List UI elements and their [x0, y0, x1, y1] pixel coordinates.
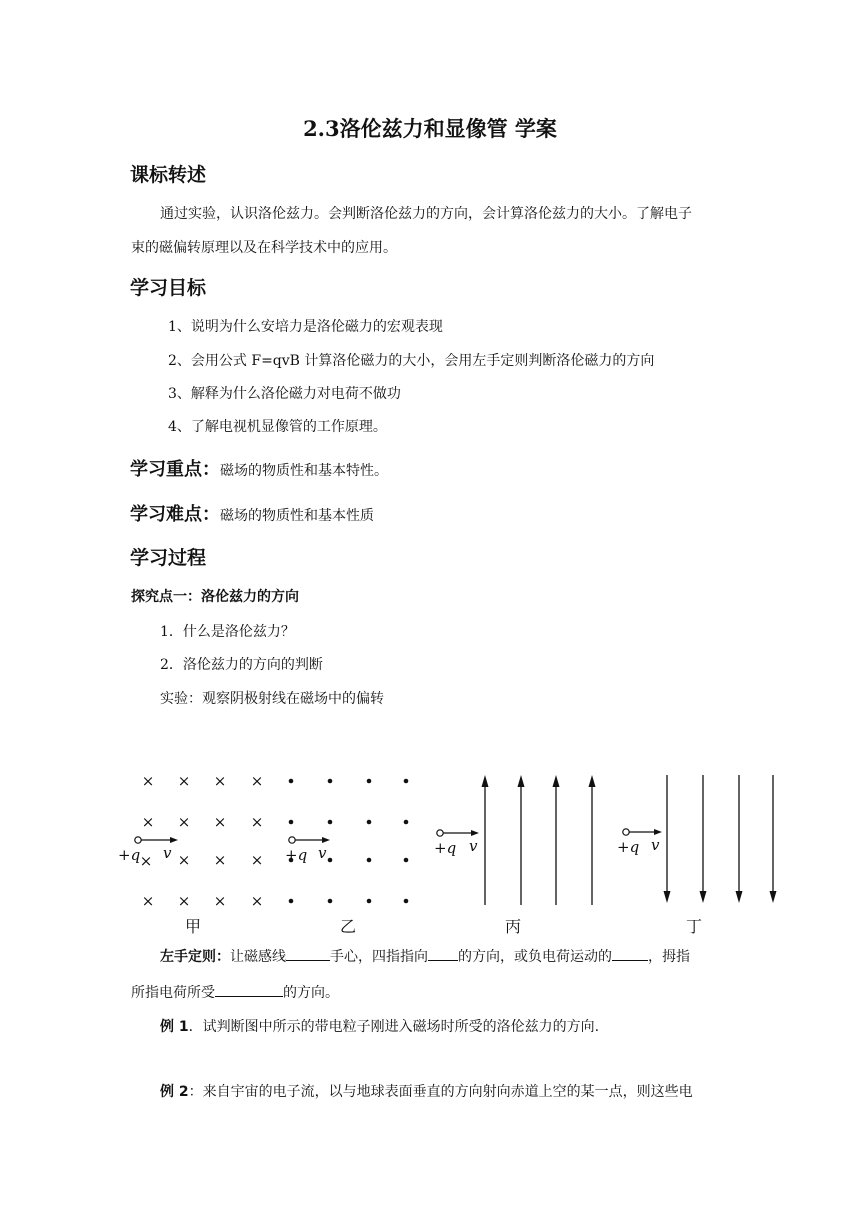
field-arrowhead-up — [553, 775, 560, 787]
rule-text: ，拇指 — [648, 949, 690, 965]
field-cross-mark: × — [213, 851, 227, 869]
charge-marker — [437, 830, 443, 836]
field-cross-mark: × — [213, 892, 227, 910]
document-title: 2.3洛伦兹力和显像管 学案 — [303, 116, 557, 141]
panel-label: 丁 — [685, 917, 703, 936]
field-arrowhead-down — [700, 891, 707, 903]
field-cross-mark: × — [141, 892, 155, 910]
charge-label: +q — [617, 838, 640, 856]
question-2: 2．洛伦兹力的方向的判断 — [160, 657, 323, 673]
explore-point-heading: 探究点一：洛伦兹力的方向 — [131, 589, 299, 605]
field-dot-mark — [404, 899, 409, 904]
velocity-arrowhead — [322, 837, 330, 843]
difficulty-text: 磁场的物质性和基本性质 — [220, 508, 374, 524]
field-dot-mark — [328, 899, 333, 904]
field-cross-mark: × — [213, 772, 227, 790]
section-heading-process: 学习过程 — [130, 547, 207, 569]
field-dot-mark — [404, 858, 409, 863]
key-point-text: 磁场的物质性和基本特性。 — [220, 463, 388, 479]
example-2-text: ：来自宇宙的电子流，以与地球表面垂直的方向射向赤道上空的某一点，则这些电 — [188, 1084, 693, 1100]
example-2 — [160, 1081, 693, 1101]
curriculum-paragraph-line1: 通过实验，认识洛伦兹力。会判断洛伦兹力的方向，会计算洛伦兹力的大小。了解电子 — [160, 206, 692, 222]
velocity-label: v — [163, 844, 172, 862]
field-dot-mark — [404, 779, 409, 784]
difficulty-label: 学习难点： — [130, 504, 220, 525]
charge-label: +q — [285, 846, 308, 864]
section-heading-objectives: 学习目标 — [130, 277, 207, 299]
field-dot-mark — [367, 899, 372, 904]
key-point-label: 学习重点： — [130, 459, 220, 480]
field-arrowhead-up — [518, 775, 525, 787]
field-cross-mark: × — [177, 772, 191, 790]
velocity-arrowhead — [654, 829, 662, 835]
velocity-label: v — [469, 837, 478, 855]
left-hand-rule-line2 — [131, 982, 339, 1002]
field-arrowhead-up — [589, 775, 596, 787]
velocity-arrowhead — [170, 837, 178, 843]
example-1-text: ．试判断图中所示的带电粒子刚进入磁场时所受的洛伦兹力的方向. — [188, 1019, 600, 1035]
field-dot-mark — [367, 779, 372, 784]
field-arrowhead-down — [770, 891, 777, 903]
charge-label: +q — [434, 839, 457, 857]
experiment-line: 实验：观察阴极射线在磁场中的偏转 — [160, 691, 384, 707]
field-arrowhead-up — [482, 775, 489, 787]
field-cross-mark: × — [213, 813, 227, 831]
question-1: 1．什么是洛伦兹力？ — [160, 624, 295, 640]
left-hand-rule-line1 — [160, 946, 690, 966]
section-heading-curriculum: 课标转述 — [130, 164, 207, 186]
panel-label: 甲 — [184, 917, 202, 936]
field-cross-mark: × — [141, 772, 155, 790]
field-dot-mark — [328, 820, 333, 825]
field-dot-mark — [404, 820, 409, 825]
field-arrowhead-down — [736, 891, 743, 903]
charge-marker — [623, 829, 629, 835]
rule-text: 让磁感线 — [230, 949, 286, 965]
objective-item: 3、解释为什么洛伦磁力对电荷不做功 — [168, 386, 401, 402]
objective-item: 2、会用公式 F=qvB 计算洛伦磁力的大小，会用左手定则判断洛伦磁力的方向 — [168, 353, 655, 369]
field-dot-mark — [328, 779, 333, 784]
answer-blank[interactable] — [215, 982, 283, 997]
answer-blank[interactable] — [612, 946, 648, 961]
charge-label: +q — [118, 846, 141, 864]
field-cross-mark: × — [177, 813, 191, 831]
example-1 — [160, 1016, 599, 1036]
objective-item: 4、了解电视机显像管的工作原理。 — [168, 419, 387, 435]
velocity-label: v — [318, 844, 327, 862]
field-dot-mark — [289, 899, 294, 904]
field-cross-mark: × — [250, 892, 264, 910]
curriculum-paragraph-line2: 束的磁偏转原理以及在科学技术中的应用。 — [131, 240, 397, 256]
field-dot-mark — [289, 820, 294, 825]
objective-item: 1、说明为什么安培力是洛伦磁力的宏观表现 — [168, 319, 443, 335]
field-cross-mark: × — [250, 851, 264, 869]
field-dot-mark — [328, 858, 333, 863]
rule-text: 的方向，或负电荷运动的 — [458, 949, 612, 965]
field-cross-mark: × — [250, 772, 264, 790]
velocity-arrowhead — [471, 830, 479, 836]
charge-marker — [289, 837, 295, 843]
rule-text: 的方向。 — [283, 985, 339, 1001]
velocity-label: v — [651, 836, 660, 854]
field-arrowhead-down — [664, 891, 671, 903]
field-cross-mark: × — [139, 852, 153, 870]
field-dot-mark — [289, 779, 294, 784]
field-cross-mark: × — [250, 813, 264, 831]
panel-label: 丙 — [504, 917, 522, 936]
field-cross-mark: × — [141, 813, 155, 831]
field-cross-mark: × — [177, 851, 191, 869]
rule-text: 手心，四指指向 — [330, 949, 428, 965]
charge-marker — [135, 837, 141, 843]
field-dot-mark — [367, 858, 372, 863]
rule-text: 所指电荷所受 — [131, 985, 215, 1001]
answer-blank[interactable] — [428, 946, 458, 961]
example-2-label: 例 2 — [160, 1084, 189, 1100]
answer-blank[interactable] — [286, 946, 330, 961]
left-hand-rule-label: 左手定则： — [160, 949, 230, 965]
field-dot-mark — [367, 820, 372, 825]
example-1-label: 例 1 — [160, 1019, 189, 1035]
field-cross-mark: × — [177, 892, 191, 910]
panel-label: 乙 — [339, 917, 357, 936]
